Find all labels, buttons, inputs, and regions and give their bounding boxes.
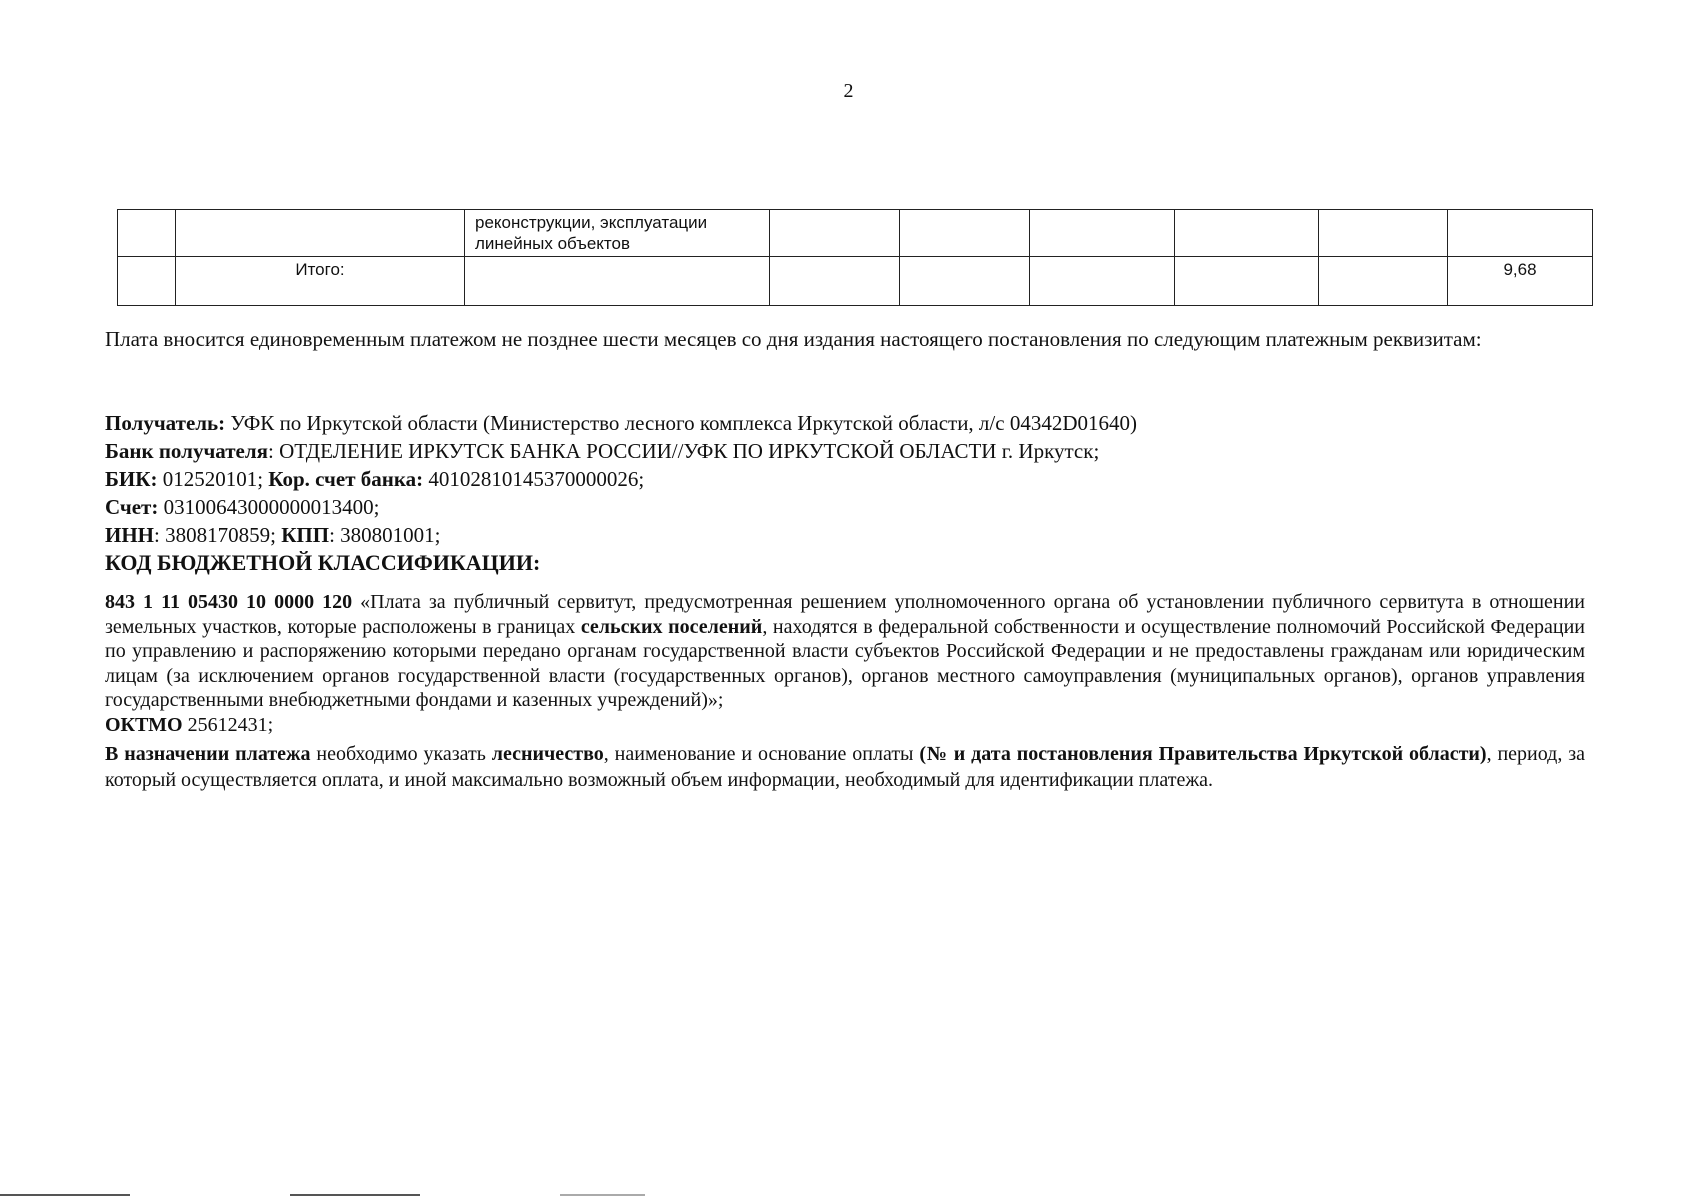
corr-account-label: Кор. счет банка: bbox=[268, 467, 424, 491]
inn-line bbox=[105, 523, 441, 548]
table-cell bbox=[900, 257, 1030, 306]
table-cell bbox=[1175, 210, 1319, 257]
table-cell-purpose: реконструкции, эксплуатации линейных объектов bbox=[465, 210, 770, 257]
intro-paragraph: Плата вносится единовременным платежом не позднее шести месяцев со дня издания настоящего постановления по следующим платежным реквизитам: bbox=[105, 327, 1482, 351]
bank-line bbox=[105, 439, 1099, 464]
recipient-line bbox=[105, 411, 1137, 436]
table-cell bbox=[1319, 210, 1448, 257]
corr-account-value: 40102810145370000026; bbox=[423, 467, 645, 491]
oktmo-value: 25612431; bbox=[182, 713, 274, 736]
payment-note-text1: необходимо указать bbox=[310, 743, 492, 765]
continuation-table bbox=[117, 209, 1593, 306]
bank-value: : ОТДЕЛЕНИЕ ИРКУТСК БАНКА РОССИИ//УФК ПО ИРКУТСКОЙ ОБЛАСТИ г. Иркутск; bbox=[268, 439, 1100, 463]
account-value: 03100643000000013400; bbox=[158, 495, 380, 519]
kbk-bold-settlements: сельских поселений bbox=[580, 615, 763, 638]
table-cell bbox=[900, 210, 1030, 257]
table-cell bbox=[118, 210, 176, 257]
scan-edge-mark bbox=[560, 1194, 645, 1196]
kbk-text-part2: , находятся в федеральной собственности и осуществление полномочий Российской Федерации по управлению и распоряжению которыми передано органам государственной власти субъектов Российской Федерации и не предоставлены гражданам или юридическим лицам (за исключением органов государственной власти (государственных органов), органов местного самоуправления (муниципальных органов), органов управления государственными внебюджетными фондами и казенных учреждений)»; bbox=[105, 615, 1585, 711]
total-value: 9,68 bbox=[1448, 257, 1593, 306]
table-cell bbox=[176, 210, 465, 257]
resolution-bold: (№ и дата постановления Правительства Иркутской области) bbox=[919, 743, 1487, 765]
table-cell bbox=[770, 210, 900, 257]
recipient-label: Получатель: bbox=[105, 411, 226, 435]
table-row bbox=[118, 210, 1593, 257]
bank-label: Банк получателя bbox=[105, 439, 269, 463]
table-cell bbox=[1319, 257, 1448, 306]
kbk-paragraph bbox=[105, 590, 1585, 737]
kbk-code: 843 1 11 05430 10 0000 120 bbox=[105, 591, 353, 613]
inn-value: : 3808170859; bbox=[154, 523, 282, 547]
bik-line bbox=[105, 467, 644, 492]
scan-edge-mark bbox=[290, 1194, 420, 1196]
recipient-value: УФК по Иркутской области (Министерство лесного комплекса Иркутской области, л/с 04342D01640) bbox=[225, 411, 1137, 435]
table-cell bbox=[1448, 210, 1593, 257]
inn-label: ИНН bbox=[105, 523, 155, 547]
table-cell bbox=[465, 257, 770, 306]
oktmo-label: ОКТМО bbox=[105, 713, 183, 736]
forestry-bold: лесничество bbox=[491, 743, 604, 765]
bik-label: БИК: bbox=[105, 467, 158, 491]
payment-purpose-paragraph bbox=[105, 741, 1585, 793]
table-cell bbox=[1030, 257, 1175, 306]
account-label: Счет: bbox=[105, 495, 159, 519]
table-cell bbox=[1175, 257, 1319, 306]
page-number: 2 bbox=[843, 80, 854, 102]
bik-value: 012520101; bbox=[157, 467, 269, 491]
table-cell bbox=[1030, 210, 1175, 257]
kpp-label: КПП bbox=[281, 523, 330, 547]
table-cell bbox=[770, 257, 900, 306]
total-label: Итого: bbox=[176, 257, 465, 306]
table-row-total bbox=[118, 257, 1593, 306]
kbk-title: КОД БЮДЖЕТНОЙ КЛАССИФИКАЦИИ: bbox=[105, 550, 541, 575]
table-cell bbox=[118, 257, 176, 306]
payment-note-text3: , период, за который осуществляется оплата, и иной максимально возможный объем информации, необходимый для идентификации платежа. bbox=[105, 743, 1585, 791]
kpp-value: : 380801001; bbox=[329, 523, 441, 547]
account-line bbox=[105, 495, 379, 520]
payment-purpose-label: В назначении платежа bbox=[105, 743, 311, 765]
kbk-text-part1: «Плата за публичный сервитут, предусмотренная решением уполномоченного органа об установлении публичного сервитута в отношении земельных участков, которые расположены в границах bbox=[105, 591, 1585, 638]
payment-note-text2: , наименование и основание оплаты bbox=[603, 743, 920, 765]
scan-edge-mark bbox=[0, 1194, 130, 1196]
